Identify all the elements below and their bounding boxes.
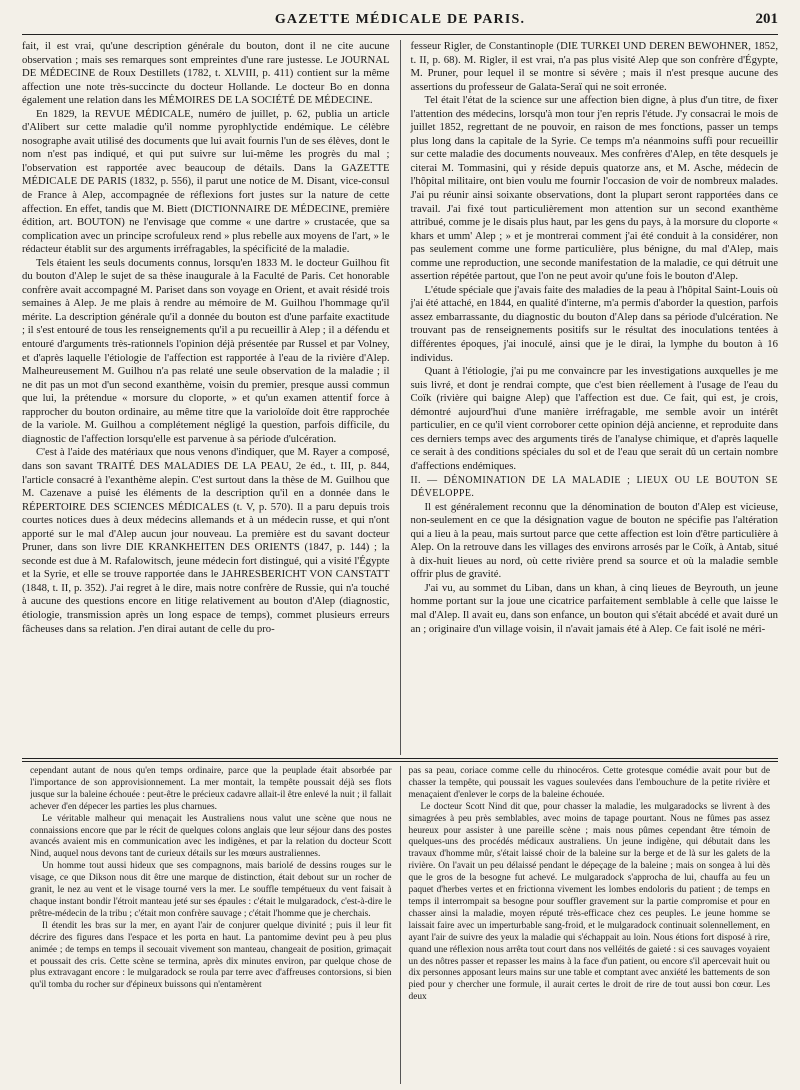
feuilleton-columns [30, 766, 770, 1084]
paragraph: Quant à l'étiologie, j'ai pu me convaincre par les investigations auxquelles je me suis livré, et dont je rendrai compte, que c'est bien réellement à l'usage de l'eau du Coïk (rivière qui baigne Alep) que l'affection est due. Ce fait, qui est, je crois, démontré aujourd'hui d'une manière irréfragable, me semble avoir un intérêt particulier, en ce qu'il vient corroborer cette opinion déjà ancienne, et reproduite dans ces derniers temps avec des arguments tirés de l'analyse chimique, et d'après laquelle ce serait à des conditions spéciales du sol et de l'eau que serait dû un certain nombre d'affections endémiques. [410, 365, 778, 472]
article-column-right [401, 40, 779, 755]
paragraph: fait, il est vrai, qu'une description générale du bouton, dont il ne cite aucune observation ; mais ses remarques sont empreintes d'une rare justesse. Le JOURNAL DE MÉDECINE de Roux Destillets (1782, t. XLVIII, p. 411) contient sur la même affection une note très-succincte du docteur Hollande. Le docteur Bo en donna également une relation dans les MÉMOIRES DE LA SOCIÉTÉ DE MÉDECINE. [22, 40, 390, 107]
feuilleton-column-right [401, 766, 771, 1084]
feuilleton-divider-thin [22, 761, 778, 762]
paragraph: Le véritable malheur qui menaçait les Australiens nous valut une scène que nous ne connaissions encore que par le récit de quelques colons anglais que leur séjour dans des postes avancés avaient mis en communication avec les indigènes, et par la relation du docteur Scott Nind, auquel nous devons tant de curieux détails sur les mœurs australiennes. [30, 813, 392, 860]
paragraph: Il étendit les bras sur la mer, en ayant l'air de conjurer quelque divinité ; puis il leur fit décrire des figures dans l'espace et les porta en haut. La pantomime devint peu à peu plus animée ; de temps en temps il secouait vivement son manteau, changeait de position, grimaçait et poussait des cris. Cette scène se termina, après dix minutes environ, par quelque chose de plus extravagant encore : le mulgaradock se roula par terre avec d'affreuses contorsions, si bien qu'il tomba du rocher sur d'épineux buissons qui n'entamèrent [30, 920, 392, 991]
page-number: 201 [755, 11, 778, 27]
feuilleton-column-left [30, 766, 401, 1084]
paragraph: Tels étaient les seuls documents connus, lorsqu'en 1833 M. le docteur Guilhou fit du bouton d'Alep le sujet de sa thèse inaugurale à la Faculté de Paris. Cet honorable confrère avait accompagné M. Pariset dans son voyage en Orient, et avait résidé trois semaines à Alep. Je me plais à rendre au mémoire de M. Guilhou l'hommage qu'il mérite. La description générale qu'il a donnée du bouton est d'une parfaite exactitude ; il s'est entouré de tous les renseignements qu'il a pu recueillir à Alep ; il a défendu et entouré d'arguments très-rationnels l'opinion déjà présentée par Russel et par Volney, et d'après laquelle l'étiologie de l'affection est rapportée à l'eau de la rivière d'Alep. Malheureusement M. Guilhou n'a pas relaté une seule observation de la maladie ; il ne dit pas un mot d'un second exanthème, voisin du premier, presque aussi commun que lui, la prétendue « morsure du cloporte, » et qu'un examen attentif force à rapprocher du bouton ordinaire, au même titre que la varioloïde doit être rapprochée de la variole. M. Guilhou a complétement négligé la question, parfois difficile, du diagnostic de l'affection lorsqu'elle est parvenue à sa période d'ulcération. [22, 256, 390, 445]
article-column-left [22, 40, 401, 755]
paragraph: Un homme tout aussi hideux que ses compagnons, mais bariolé de dessins rouges sur le visage, ce que Dikson nous dit être une marque de distinction, était debout sur un rocher de granit, le nez au vent et le visage tourné vers la mer. Le souffle tempétueux du vent faisait à chaque instant bondir l'étroit manteau jeté sur ses épaules : c'était le mulgaradock, c'est-à-dire le prêtre-médecin de la tribu ; c'était mon confrère sauvage ; c'était l'homme que je cherchais. [30, 861, 392, 919]
paragraph: cependant autant de nous qu'en temps ordinaire, parce que la peuplade était absorbée par l'importance de son approvisionnement. La mer montait, la tempête poussait déjà ses flots jusque sur la baleine échouée : peut-être le précieux cadavre allait-il être enlevé la nuit ; il fallait achever d'en dépecer les parties les plus charnues. [30, 766, 392, 812]
journal-title: GAZETTE MÉDICALE DE PARIS. [274, 12, 526, 27]
paragraph: pas sa peau, coriace comme celle du rhinocéros. Cette grotesque comédie avait pour but de chasser la tempête, qui poussait les vagues soulevées dans l'embouchure de la petite rivière et menaçaient d'enlever le corps de la baleine échouée. [408, 766, 770, 800]
paragraph: Le docteur Scott Nind dit que, pour chasser la maladie, les mulgaradocks se livrent à des simagrées à peu près semblables, avec moins de tapage pourtant. Nous ne fûmes pas assez heureux pour assister à une pareille scène ; mais nous pûmes cependant être témoin de quelques-uns des procédés médicaux australiens. Un jeune indigène, qui débutait dans les travaux d'homme mûr, s'était laissé choir de la baleine sur la berge et de là sur les galets de la rivière. On l'avait un peu délaissé pendant le dépeçage de la baleine ; mais on songea à lui dès que le gros de la besogne fut achevé. Le mulgaradock s'approcha de lui, chauffa au feu un paquet d'herbes vertes et en frictionna vivement les lombes endoloris du patient ; de temps en temps il interrompait sa besogne pour souffler gravement sur la partie compromise et pour en chasser ainsi la maladie, moyen réputé très-efficace chez ces peuples. Le jeune homme se laissait faire avec un imperturbable sang-froid, et le mulgaradock continuait solennellement, en ayant l'air de suivre des yeux la maladie qui s'échappait au loin. Nous étions fort disposé à rire, quand une réflexion nous arrêta tout court dans nos velléités de gaieté : si ces sauvages voyaient un des nôtres passer et repasser les mains à la face d'un patient, ou encore s'il apercevait huit ou dix personnes apposant leurs mains sur une table et comptant avec anxiété les battements de son pied pour y chercher une formule, il aurait certes le droit de rire de tout aussi bon cœur. Les deux [408, 801, 770, 1003]
paragraph: fesseur Rigler, de Constantinople (DIE TURKEI UND DEREN BEWOHNER, 1852, t. II, p. 68). M. Rigler, il est vrai, n'a pas plus visité Alep que son confrère d'Égypte, M. Pruner, pour lequel il se montre si sévère ; mais il n'est presque aucune des assertions du professeur de Galata-Seraï qui ne soit erronée. [410, 40, 778, 93]
paragraph: C'est à l'aide des matériaux que nous venons d'indiquer, que M. Rayer a composé, dans son savant TRAITÉ DES MALADIES DE LA PEAU, 2e éd., t. III, p. 844, l'article consacré à l'exanthème alepin. C'est surtout dans la thèse de M. Guilhou que M. Cazenave a puisé les éléments de la description qu'il en a donnée dans le RÉPERTOIRE DES SCIENCES MÉDICALES (t. V, p. 570). Il a paru depuis trois courtes notices dues à deux médecins allemands et à un médecin russe, et qui n'ont apporté sur le mal d'Alep aucun jour nouveau. La première est du savant docteur Pruner, dans son livre DIE KRANKHEITEN DES ORIENTS (1847, p. 144) ; la seconde est due à M. Rafalowitsch, jeune médecin fort distingué, qui a visité l'Égypte et la Syrie, et elle se trouve rapportée dans le JAHRESBERICHT VON CANSTATT (1848, t. II, p. 352). J'ai regret à le dire, mais notre confrère de Russie, qui n'a touché à aucune des questions encore en litige relativement au bouton d'Alep (diagnostic, étiologie, transmission après un long espace de temps), commet plusieurs erreurs fâcheuses dans sa relation. J'en dirai autant de celle du pro- [22, 446, 390, 635]
paragraph: L'étude spéciale que j'avais faite des maladies de la peau à l'hôpital Saint-Louis où j'ai été attaché, en 1844, en qualité d'interne, m'a permis d'aborder la question, parfois assez embarrassante, du diagnostic du bouton d'Alep dans sa période d'ulcération. Ne trouvant pas de renseignements positifs sur le résultat des inoculations tentées à différentes époques, j'ai inoculé, ainsi que je le dirai, la lymphe du bouton à 16 individus. [410, 283, 778, 364]
section-heading: II. — DÉNOMINATION DE LA MALADIE ; LIEUX OU LE BOUTON SE DÉVELOPPE. [410, 474, 778, 500]
paragraph: Il est généralement reconnu que la dénomination de bouton d'Alep est vicieuse, non-seulement en ce que la désignation vague de bouton ne spécifie pas l'altération qui a lieu à la peau, mais surtout parce que cette affection est loin d'être particulière à Alep. On la retrouve dans les villages des environs arrosés par le Coïk, à Antab, situé à dix-huit lieues au nord, où cette rivière prend sa source et où la maladie semble offrir plus de gravité. [410, 500, 778, 581]
paragraph: J'ai vu, au sommet du Liban, dans un khan, à cinq lieues de Beyrouth, un jeune homme portant sur la joue une cicatrice parfaitement semblable à celle que laisse le mal d'Alep. Il avait eu, dans son enfance, un bouton qui s'était abcédé et avait duré un an ; originaire d'un village voisin, il n'avait jamais été à Alep. Ce fait isolé ne méri- [410, 581, 778, 635]
feuilleton-divider [22, 758, 778, 759]
paragraph: En 1829, la REVUE MÉDICALE, numéro de juillet, p. 62, publia un article d'Alibert sur cette maladie qu'il nomme pyrophlyctide endémique. Le célèbre nosographe avait utilisé des documents que lui avait fournis l'un de ses élèves, dont le nom n'est pas indiqué, et qui put suivre sur lui-même les progrès du mal ; l'observation est rapportée avec beaucoup de détails. Dans la GAZETTE MÉDICALE DE PARIS (1832, p. 556), il parut une notice de M. Disant, vice-consul de France à Alep, accompagnée de réflexions fort justes sur la nature de cette affection. En effet, tandis que M. Biett (DICTIONNAIRE DE MÉDECINE, première édition, art. BOUTON) ne l'envisage que comme « une dartre » crustacée, que sa complication avec un principe scrofuleux rend » plus rebelle aux moyens de l'art, » le rédacteur établit sur des arguments irréfragables, la spécificité de la maladie. [22, 107, 390, 256]
page-header [22, 10, 778, 35]
article-columns [22, 40, 778, 755]
paragraph: Tel était l'état de la science sur une affection bien digne, à plus d'un titre, de fixer l'attention des médecins, lorsqu'à mon tour j'en repris l'étude. J'y consacrai le mois de juillet 1852, regrettant de ne pouvoir, en raison de mes fonctions, passer un temps plus long dans la capitale de la Syrie. Ce temps m'a néanmoins suffi pour recueillir sur cette maladie des documents nouveaux. Mes confrères d'Alep, en tête desquels je citerai M. Tommasini, qui y réside depuis quatorze ans, et M. Asche, médecin de l'hôpital militaire, ont bien voulu me fournir l'occasion de voir de nombreux malades. J'ai pu réunir ainsi soixante observations, dont la plupart seront rapportées dans ce travail. J'ai fixé tout particulièrement mon attention sur un second exanthème attribué, comme je le disais plus haut, par les gens du pays, à la morsure du cloporte « khars et umm' Alep ; » et je montrerai comment j'ai été conduit à la considérer, non pas seulement comme une forme particulière, plus bénigne, du mal d'Alep, mais comme une reproduction, une seconde manifestation de la maladie, ce qui détruit une assertion répétée partout, que l'on ne peut avoir qu'une fois le bouton d'Alep. [410, 94, 778, 283]
